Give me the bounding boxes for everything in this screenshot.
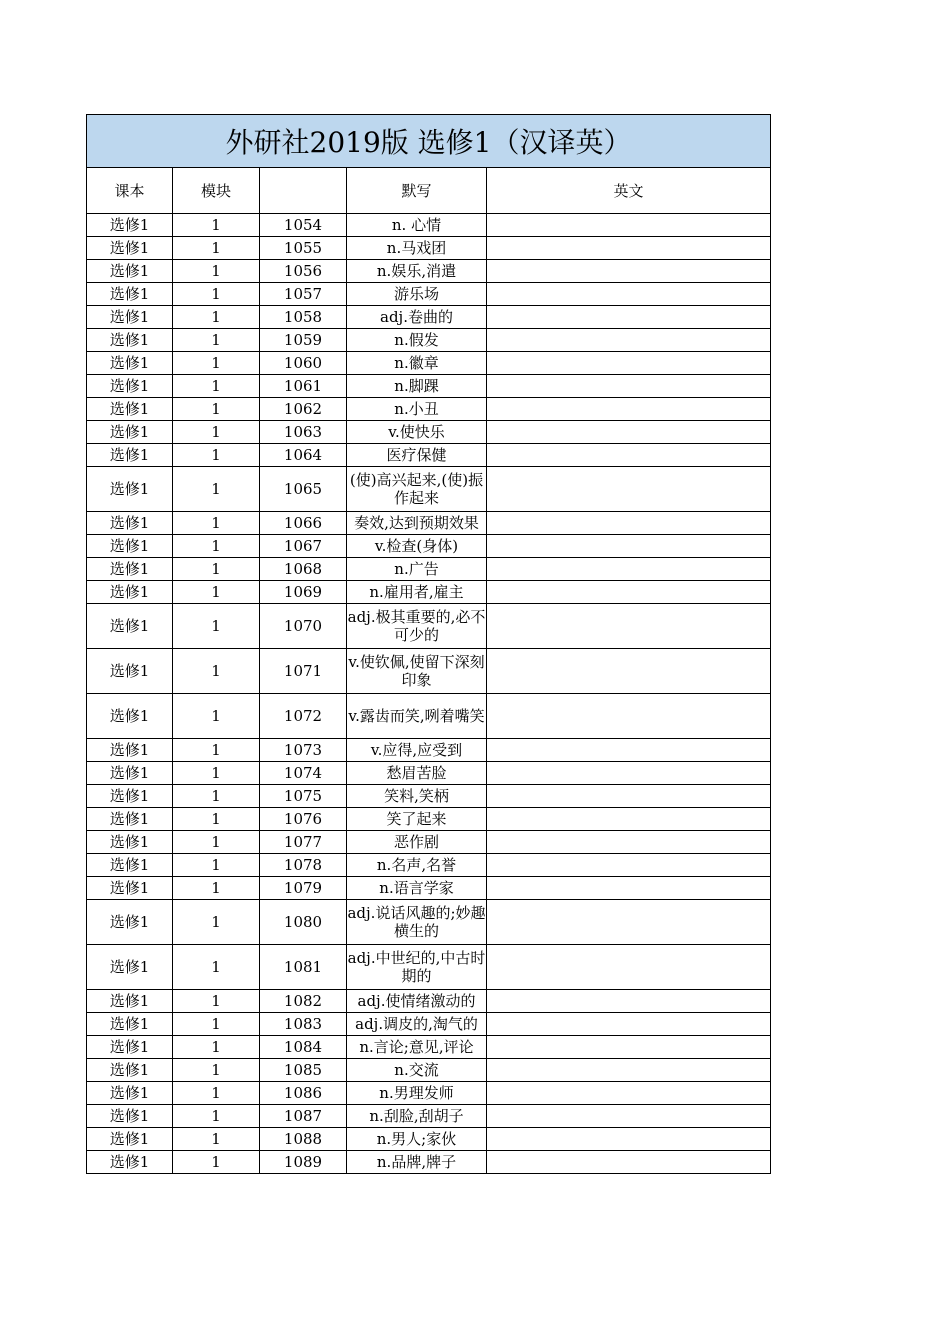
- cell-module[interactable]: 1: [173, 990, 260, 1013]
- table-row: [87, 877, 771, 900]
- cell-number[interactable]: 1081: [260, 945, 347, 990]
- vocabulary-table: [86, 114, 771, 1174]
- cell-module[interactable]: 1: [173, 900, 260, 945]
- cell-book[interactable]: 选修1: [87, 900, 173, 945]
- cell-chinese[interactable]: 恶作剧: [347, 831, 487, 854]
- cell-number[interactable]: 1054: [260, 214, 347, 237]
- cell-book[interactable]: 选修1: [87, 260, 173, 283]
- cell-number[interactable]: 1077: [260, 831, 347, 854]
- cell-chinese[interactable]: 笑了起来: [347, 808, 487, 831]
- cell-number[interactable]: 1075: [260, 785, 347, 808]
- cell-chinese[interactable]: v.露齿而笑,咧着嘴笑: [347, 694, 487, 739]
- cell-module[interactable]: 1: [173, 1036, 260, 1059]
- cell-book[interactable]: 选修1: [87, 352, 173, 375]
- cell-module[interactable]: 1: [173, 535, 260, 558]
- cell-english[interactable]: [487, 694, 771, 739]
- table-row: [87, 1082, 771, 1105]
- cell-number[interactable]: 1070: [260, 604, 347, 649]
- table-row: [87, 306, 771, 329]
- cell-module[interactable]: 1: [173, 1013, 260, 1036]
- cell-module[interactable]: 1: [173, 375, 260, 398]
- table-row: [87, 283, 771, 306]
- cell-english[interactable]: [487, 512, 771, 535]
- cell-number[interactable]: 1067: [260, 535, 347, 558]
- table-row: [87, 649, 771, 694]
- table-row: [87, 581, 771, 604]
- cell-number[interactable]: 1055: [260, 237, 347, 260]
- table-row: [87, 512, 771, 535]
- cell-english[interactable]: [487, 1036, 771, 1059]
- cell-number[interactable]: 1065: [260, 467, 347, 512]
- cell-chinese[interactable]: 游乐场: [347, 283, 487, 306]
- cell-number[interactable]: 1059: [260, 329, 347, 352]
- cell-book[interactable]: 选修1: [87, 306, 173, 329]
- cell-english[interactable]: [487, 1059, 771, 1082]
- cell-book[interactable]: 选修1: [87, 398, 173, 421]
- cell-english[interactable]: [487, 877, 771, 900]
- cell-module[interactable]: 1: [173, 649, 260, 694]
- cell-module[interactable]: 1: [173, 398, 260, 421]
- cell-book[interactable]: 选修1: [87, 877, 173, 900]
- cell-book[interactable]: 选修1: [87, 762, 173, 785]
- cell-english[interactable]: [487, 1151, 771, 1174]
- cell-english[interactable]: [487, 1105, 771, 1128]
- cell-english[interactable]: [487, 649, 771, 694]
- table-row: [87, 900, 771, 945]
- cell-chinese[interactable]: v.使钦佩,使留下深刻印象: [347, 649, 487, 694]
- cell-number[interactable]: 1087: [260, 1105, 347, 1128]
- cell-english[interactable]: [487, 237, 771, 260]
- cell-book[interactable]: 选修1: [87, 604, 173, 649]
- cell-number[interactable]: 1076: [260, 808, 347, 831]
- cell-book[interactable]: 选修1: [87, 581, 173, 604]
- cell-number[interactable]: 1084: [260, 1036, 347, 1059]
- cell-chinese[interactable]: adj.调皮的,淘气的: [347, 1013, 487, 1036]
- cell-chinese[interactable]: (使)高兴起来,(使)振作起来: [347, 467, 487, 512]
- cell-english[interactable]: [487, 352, 771, 375]
- table-row: [87, 785, 771, 808]
- cell-chinese[interactable]: adj.说话风趣的;妙趣横生的: [347, 900, 487, 945]
- cell-book[interactable]: 选修1: [87, 1036, 173, 1059]
- table-row: [87, 1036, 771, 1059]
- cell-book[interactable]: 选修1: [87, 808, 173, 831]
- cell-module[interactable]: 1: [173, 945, 260, 990]
- cell-number[interactable]: 1066: [260, 512, 347, 535]
- table-row: [87, 1151, 771, 1174]
- cell-number[interactable]: 1082: [260, 990, 347, 1013]
- cell-chinese[interactable]: n.名声,名誉: [347, 854, 487, 877]
- cell-chinese[interactable]: n.男理发师: [347, 1082, 487, 1105]
- cell-module[interactable]: 1: [173, 1128, 260, 1151]
- cell-chinese[interactable]: adj.卷曲的: [347, 306, 487, 329]
- cell-chinese[interactable]: n.脚踝: [347, 375, 487, 398]
- cell-chinese[interactable]: v.应得,应受到: [347, 739, 487, 762]
- cell-english[interactable]: [487, 421, 771, 444]
- cell-number[interactable]: 1071: [260, 649, 347, 694]
- cell-book[interactable]: 选修1: [87, 1128, 173, 1151]
- table-row: [87, 739, 771, 762]
- cell-book[interactable]: 选修1: [87, 512, 173, 535]
- table-row: [87, 990, 771, 1013]
- cell-book[interactable]: 选修1: [87, 785, 173, 808]
- cell-chinese[interactable]: 笑料,笑柄: [347, 785, 487, 808]
- cell-book[interactable]: 选修1: [87, 854, 173, 877]
- cell-chinese[interactable]: adj.中世纪的,中古时期的: [347, 945, 487, 990]
- cell-module[interactable]: 1: [173, 831, 260, 854]
- cell-english[interactable]: [487, 604, 771, 649]
- table-row: [87, 831, 771, 854]
- table-row: [87, 467, 771, 512]
- cell-number[interactable]: 1088: [260, 1128, 347, 1151]
- table-row: [87, 808, 771, 831]
- cell-english[interactable]: [487, 260, 771, 283]
- cell-number[interactable]: 1086: [260, 1082, 347, 1105]
- cell-chinese[interactable]: n.交流: [347, 1059, 487, 1082]
- cell-english[interactable]: [487, 1082, 771, 1105]
- table-row: [87, 694, 771, 739]
- cell-book[interactable]: 选修1: [87, 649, 173, 694]
- cell-module[interactable]: 1: [173, 762, 260, 785]
- table-row: [87, 762, 771, 785]
- cell-book[interactable]: 选修1: [87, 990, 173, 1013]
- cell-english[interactable]: [487, 214, 771, 237]
- cell-module[interactable]: 1: [173, 444, 260, 467]
- cell-chinese[interactable]: n.男人;家伙: [347, 1128, 487, 1151]
- cell-module[interactable]: 1: [173, 739, 260, 762]
- cell-module[interactable]: 1: [173, 854, 260, 877]
- cell-english[interactable]: [487, 900, 771, 945]
- cell-module[interactable]: 1: [173, 1151, 260, 1174]
- cell-chinese[interactable]: n.假发: [347, 329, 487, 352]
- cell-english[interactable]: [487, 306, 771, 329]
- cell-english[interactable]: [487, 444, 771, 467]
- sheet-title[interactable]: 外研社2019版 选修1（汉译英）: [87, 115, 771, 168]
- cell-number[interactable]: 1058: [260, 306, 347, 329]
- table-row: [87, 1013, 771, 1036]
- cell-number[interactable]: 1078: [260, 854, 347, 877]
- cell-english[interactable]: [487, 283, 771, 306]
- table-row: [87, 329, 771, 352]
- table-row: [87, 558, 771, 581]
- cell-chinese[interactable]: n.语言学家: [347, 877, 487, 900]
- cell-english[interactable]: [487, 467, 771, 512]
- cell-module[interactable]: 1: [173, 581, 260, 604]
- table-row: [87, 535, 771, 558]
- cell-number[interactable]: 1056: [260, 260, 347, 283]
- header-module[interactable]: 模块: [173, 168, 260, 214]
- cell-number[interactable]: 1057: [260, 283, 347, 306]
- cell-module[interactable]: 1: [173, 237, 260, 260]
- cell-chinese[interactable]: adj.极其重要的,必不可少的: [347, 604, 487, 649]
- cell-english[interactable]: [487, 558, 771, 581]
- header-dictation[interactable]: 默写: [347, 168, 487, 214]
- cell-book[interactable]: 选修1: [87, 945, 173, 990]
- table-row: [87, 398, 771, 421]
- cell-chinese[interactable]: 奏效,达到预期效果: [347, 512, 487, 535]
- cell-book[interactable]: 选修1: [87, 694, 173, 739]
- cell-module[interactable]: 1: [173, 214, 260, 237]
- cell-module[interactable]: 1: [173, 558, 260, 581]
- cell-module[interactable]: 1: [173, 467, 260, 512]
- cell-module[interactable]: 1: [173, 785, 260, 808]
- cell-english[interactable]: [487, 785, 771, 808]
- cell-english[interactable]: [487, 1128, 771, 1151]
- cell-english[interactable]: [487, 854, 771, 877]
- cell-english[interactable]: [487, 945, 771, 990]
- cell-number[interactable]: 1080: [260, 900, 347, 945]
- cell-chinese[interactable]: adj.使情绪激动的: [347, 990, 487, 1013]
- header-english[interactable]: 英文: [487, 168, 771, 214]
- cell-number[interactable]: 1083: [260, 1013, 347, 1036]
- cell-module[interactable]: 1: [173, 877, 260, 900]
- cell-module[interactable]: 1: [173, 808, 260, 831]
- cell-chinese[interactable]: n.言论;意见,评论: [347, 1036, 487, 1059]
- cell-module[interactable]: 1: [173, 329, 260, 352]
- table-row: [87, 854, 771, 877]
- cell-chinese[interactable]: n.徽章: [347, 352, 487, 375]
- cell-english[interactable]: [487, 808, 771, 831]
- cell-module[interactable]: 1: [173, 512, 260, 535]
- cell-book[interactable]: 选修1: [87, 283, 173, 306]
- cell-chinese[interactable]: v.检查(身体): [347, 535, 487, 558]
- cell-module[interactable]: 1: [173, 694, 260, 739]
- table-row: [87, 375, 771, 398]
- table-row: [87, 1128, 771, 1151]
- cell-book[interactable]: 选修1: [87, 831, 173, 854]
- table-row: [87, 444, 771, 467]
- cell-chinese[interactable]: 医疗保健: [347, 444, 487, 467]
- table-row: [87, 1105, 771, 1128]
- cell-chinese[interactable]: n.广告: [347, 558, 487, 581]
- cell-english[interactable]: [487, 535, 771, 558]
- cell-english[interactable]: [487, 581, 771, 604]
- cell-number[interactable]: 1063: [260, 421, 347, 444]
- cell-book[interactable]: 选修1: [87, 739, 173, 762]
- table-row: [87, 604, 771, 649]
- cell-module[interactable]: 1: [173, 283, 260, 306]
- cell-module[interactable]: 1: [173, 604, 260, 649]
- cell-module[interactable]: 1: [173, 352, 260, 375]
- cell-number[interactable]: 1089: [260, 1151, 347, 1174]
- cell-chinese[interactable]: n.娱乐,消遣: [347, 260, 487, 283]
- cell-number[interactable]: 1068: [260, 558, 347, 581]
- cell-book[interactable]: 选修1: [87, 237, 173, 260]
- cell-chinese[interactable]: n.刮脸,刮胡子: [347, 1105, 487, 1128]
- cell-book[interactable]: 选修1: [87, 535, 173, 558]
- cell-module[interactable]: 1: [173, 306, 260, 329]
- cell-book[interactable]: 选修1: [87, 214, 173, 237]
- cell-book[interactable]: 选修1: [87, 375, 173, 398]
- cell-book[interactable]: 选修1: [87, 329, 173, 352]
- cell-number[interactable]: 1079: [260, 877, 347, 900]
- cell-book[interactable]: 选修1: [87, 421, 173, 444]
- cell-number[interactable]: 1085: [260, 1059, 347, 1082]
- cell-module[interactable]: 1: [173, 1105, 260, 1128]
- table-row: [87, 214, 771, 237]
- cell-english[interactable]: [487, 329, 771, 352]
- cell-chinese[interactable]: n.品牌,牌子: [347, 1151, 487, 1174]
- cell-number[interactable]: 1072: [260, 694, 347, 739]
- cell-chinese[interactable]: n.马戏团: [347, 237, 487, 260]
- cell-module[interactable]: 1: [173, 1059, 260, 1082]
- cell-english[interactable]: [487, 398, 771, 421]
- cell-book[interactable]: 选修1: [87, 1151, 173, 1174]
- cell-book[interactable]: 选修1: [87, 1013, 173, 1036]
- cell-number[interactable]: 1074: [260, 762, 347, 785]
- table-row: [87, 352, 771, 375]
- cell-chinese[interactable]: n. 心情: [347, 214, 487, 237]
- table-row: [87, 945, 771, 990]
- cell-english[interactable]: [487, 990, 771, 1013]
- header-number[interactable]: [260, 168, 347, 214]
- cell-chinese[interactable]: 愁眉苦脸: [347, 762, 487, 785]
- header-book[interactable]: 课本: [87, 168, 173, 214]
- table-row: [87, 237, 771, 260]
- table-body: [87, 214, 771, 1174]
- cell-english[interactable]: [487, 739, 771, 762]
- cell-module[interactable]: 1: [173, 421, 260, 444]
- cell-number[interactable]: 1060: [260, 352, 347, 375]
- cell-chinese[interactable]: n.小丑: [347, 398, 487, 421]
- cell-book[interactable]: 选修1: [87, 558, 173, 581]
- cell-chinese[interactable]: n.雇用者,雇主: [347, 581, 487, 604]
- cell-book[interactable]: 选修1: [87, 467, 173, 512]
- table-row: [87, 260, 771, 283]
- table-row: [87, 1059, 771, 1082]
- cell-number[interactable]: 1062: [260, 398, 347, 421]
- table-row: [87, 421, 771, 444]
- cell-book[interactable]: 选修1: [87, 1082, 173, 1105]
- cell-english[interactable]: [487, 762, 771, 785]
- cell-module[interactable]: 1: [173, 260, 260, 283]
- cell-module[interactable]: 1: [173, 1082, 260, 1105]
- cell-book[interactable]: 选修1: [87, 1059, 173, 1082]
- cell-english[interactable]: [487, 375, 771, 398]
- cell-book[interactable]: 选修1: [87, 444, 173, 467]
- cell-chinese[interactable]: v.使快乐: [347, 421, 487, 444]
- cell-english[interactable]: [487, 1013, 771, 1036]
- cell-number[interactable]: 1073: [260, 739, 347, 762]
- cell-english[interactable]: [487, 831, 771, 854]
- cell-book[interactable]: 选修1: [87, 1105, 173, 1128]
- cell-number[interactable]: 1064: [260, 444, 347, 467]
- cell-number[interactable]: 1069: [260, 581, 347, 604]
- cell-number[interactable]: 1061: [260, 375, 347, 398]
